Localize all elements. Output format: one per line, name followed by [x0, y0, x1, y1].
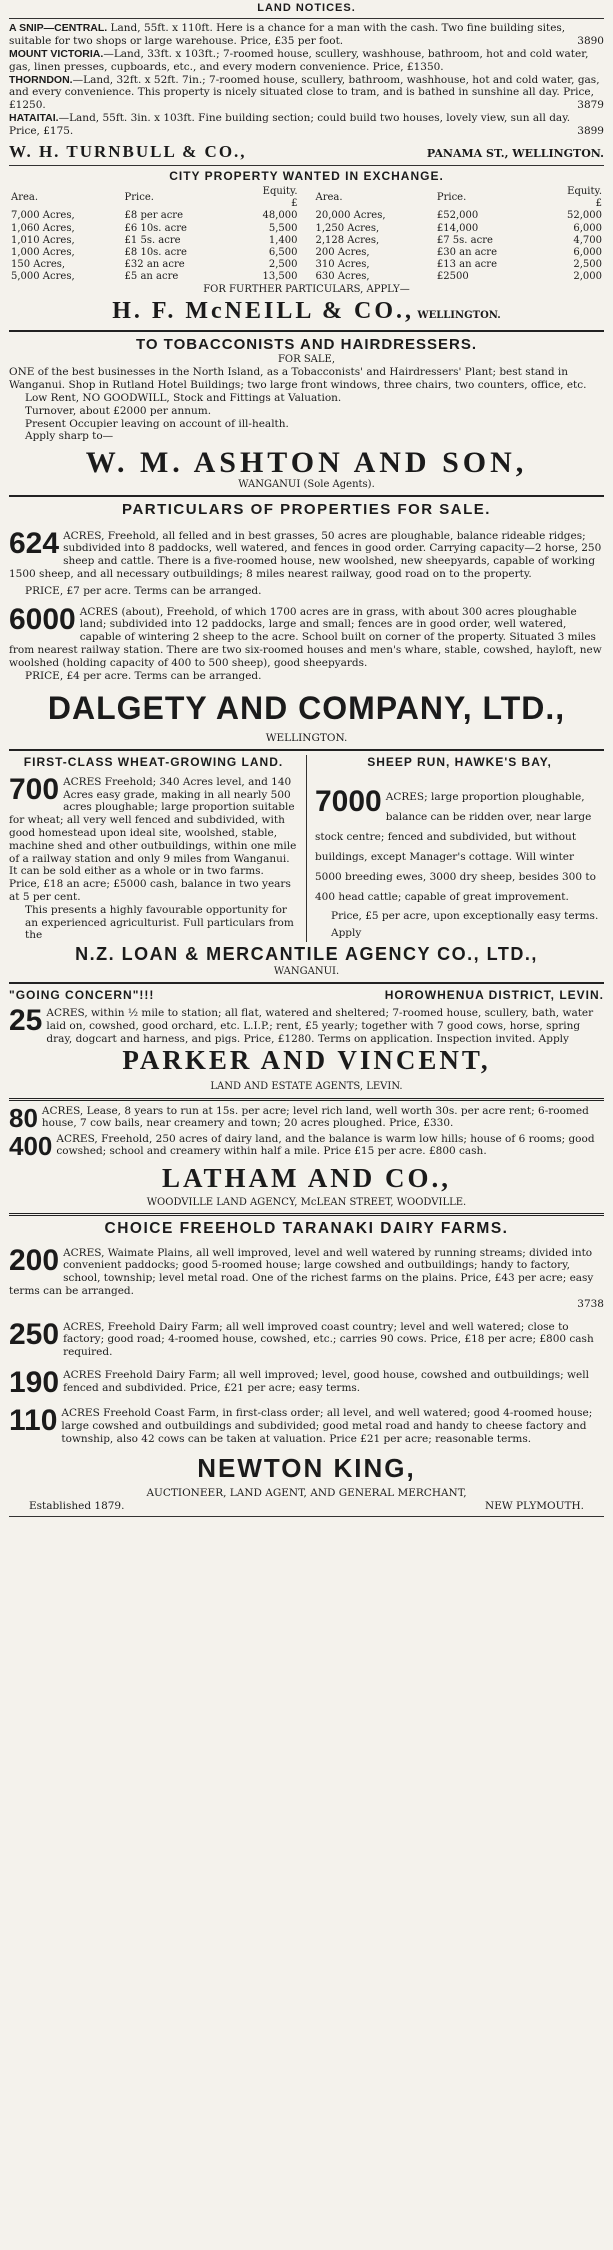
- tobacco-title: TO TOBACCONISTS AND HAIRDRESSERS.: [135, 335, 478, 353]
- taranaki-item: 110 ACRES Freehold Coast Farm, in first-class order; all level, and well watered; good 4-roomed house; large cowshed and outbuildings and subdivided; good metal road and handy to cheese factory and township, also 42 cows can be taken at valuation. Price £21 per acre; reasonable terms.: [9, 1404, 593, 1445]
- divider: [9, 749, 604, 751]
- taranaki-item: 200 ACRES, Waimate Plains, all well improved, level and well watered by running streams; divided into convenient paddocks; good 5-roomed house; large cowshed and outbuildings; handy to factory, school, township; level metal road. One of the richest farms on the plains. Price, £43 per acre; easy terms can be arranged. 3738: [9, 1243, 604, 1310]
- turnbull-footer: [9, 142, 604, 163]
- divider: [9, 495, 604, 497]
- particulars-item: 6000 ACRES (about), Freehold, of which 1700 acres are in grass, with about 300 acres ploughable land; subdivided into 12 paddocks, large and small; fences are in good order, well watered, capable of wintering 2 sheep to the acre. School built on corner of the property. Situated 3 miles from nearest railway station. There are two six-roomed houses and men's whare, stable, cowshed, hayloft, new woolshed (holding capacity of 400 to 500 sheep), good sheepyards. PRICE, £4 per acre. Terms can be arranged.: [9, 602, 602, 682]
- divider: [9, 330, 604, 332]
- divider: [9, 1213, 604, 1216]
- land-notices-page: [9, 0, 604, 1517]
- exchange-table-right: Area. Price. Equity. £ 20,000 Acres, £52,000 52,000 1,250 Acres, £14,000 6,000 2,128 Acres, £7 5s. acre 4,700 200 Acres, £30 an acre 6,000 310 Acres, £13 an acre 2,500 630 Acres, £2500 2,000: [315, 185, 602, 283]
- exchange-right: [314, 186, 605, 284]
- taranaki-title: CHOICE FREEHOLD TARANAKI DAIRY FARMS.: [104, 1219, 509, 1237]
- for-sale: FOR SALE,: [277, 354, 336, 366]
- divider: [9, 1098, 604, 1101]
- turnbull-notices: [9, 22, 604, 137]
- divider: [9, 982, 604, 984]
- table-row: 5,000 Acres, £5 an acre 13,500: [11, 271, 298, 283]
- exchange-left: [9, 186, 300, 284]
- table-row: 1,010 Acres, £1 5s. acre 1,400: [11, 234, 298, 246]
- page-title: LAND NOTICES.: [257, 2, 356, 14]
- table-row: 2,128 Acres, £7 5s. acre 4,700: [315, 234, 602, 246]
- agent-address: PANAMA ST., WELLINGTON.: [426, 146, 604, 160]
- woodville-item: 400 ACRES, Freehold, 250 acres of dairy land, and the balance is warm low hills; house of 6 rooms; good cowshed; school and creamery within half a mile. Price £15 per acre. £800 cash.: [9, 1130, 595, 1161]
- further-particulars: FOR FURTHER PARTICULARS, APPLY—: [203, 284, 410, 296]
- table-row: 630 Acres, £2500 2,000: [315, 271, 602, 283]
- agent-name: W. H. TURNBULL & CO.,: [9, 141, 247, 161]
- latham-footer: LATHAM AND CO., WOODVILLE LAND AGENCY, McLEAN STREET, WOODVILLE.: [146, 1162, 467, 1208]
- divider: [9, 18, 604, 19]
- table-row: 150 Acres, £32 an acre 2,500: [11, 259, 298, 271]
- levin-item: 25 ACRES, within ½ mile to station; all flat, watered and sheltered; 7-roomed house, scullery, bath, water laid on, cowshed, good orchard, etc. L.I.P.; rent, £5 yearly; together with 7 good cows, horse, spring dray, dogcart and harness, and pigs. Price, £1280. Terms on application. Inspection invited. Apply: [9, 1003, 594, 1045]
- parker-footer: PARKER AND VINCENT, LAND AND ESTATE AGENTS, LEVIN.: [122, 1045, 491, 1093]
- sheep-column: SHEEP RUN, HAWKE'S BAY, 7000 ACRES; large proportion ploughable, balance can be ridden over, near large stock centre; fenced and subdivided, but without buildings, except Manager's cottage. Will winter 5000 breeding ewes, 3000 dry sheep, besides 300 to 400 head cattle; capable of great improvement. Price, £5 per acre, upon exceptionally easy terms. Apply: [306, 755, 604, 942]
- table-row: 200 Acres, £30 an acre 6,000: [315, 246, 602, 258]
- tobacco-body: ONE of the best businesses in the North Island, as a Tobacconists' and Hairdressers' Plant; best stand in Wanganui. Shop in Rutland Hotel Buildings; two large front windows, three chairs, two counters, office, etc. Low Rent, NO GOODWILL, Stock and Fittings at Valuation. Turnover, about £2000 per annum. Present Occupier leaving on account of ill-health. Apply sharp to—: [9, 366, 587, 443]
- nz-loan-footer: N.Z. LOAN & MERCANTILE AGENCY CO., LTD., WANGANUI.: [75, 944, 538, 978]
- newton-king-est: Established 1879. NEW PLYMOUTH.: [29, 1500, 584, 1513]
- particulars-title: PARTICULARS OF PROPERTIES FOR SALE.: [122, 501, 491, 519]
- notice: THORNDON.—Land, 32ft. x 52ft. 7in.; 7-roomed house, scullery, bathroom, washhouse, hot and cold water, gas, and every convenience. This property is nicely situated close to tram, and is bathed in sunshine all day. Price, £1250. 3879: [9, 73, 604, 112]
- exchange-table-left: Area. Price. Equity. £ 7,000 Acres, £8 per acre 48,000 1,060 Acres, £6 10s. acre 5,500 1,010 Acres, £1 5s. acre 1,400 1,000 Acres, £8 10s. acre 6,500 150 Acres, £32 an acre 2,500 5,000 Acres, £5 an acre 13,500: [11, 185, 298, 283]
- divider: [9, 165, 604, 166]
- notice: A SNIP—CENTRAL. Land, 55ft. x 110ft. Here is a chance for a man with the cash. Two fine building sites, suitable for two shops or large warehouse. Price, £35 per foot. 3890: [9, 22, 604, 48]
- table-row: 7,000 Acres, £8 per acre 48,000: [11, 210, 298, 222]
- particulars-item: 624 ACRES, Freehold, all felled and in best grasses, 50 acres are ploughable, balance rideable ridges; subdivided into 8 paddocks, well watered, and fences in good order. Carrying capacity—2 horse, 250 sheep and cattle. There is a five-roomed house, new woolshed, new sheepyards, capable of working 1500 sheep, and all necessary outbuildings; 8 miles nearest railway, good road on to the property. PRICE, £7 per acre. Terms can be arranged.: [9, 526, 602, 597]
- notice: HATAITAI.—Land, 55ft. 3in. x 103ft. Fine building section; could build two houses, lovely view, sun all day. Price, £175. 3899: [9, 111, 604, 137]
- wheat-column: FIRST-CLASS WHEAT-GROWING LAND. 700 ACRES Freehold; 340 Acres level, and 140 Acres easy grade, making in all nearly 500 acres ploughable; large proportion suitable for wheat; all very well fenced and subdivided, with good homestead upon ideal site, woolshed, stable, machine shed and other outbuildings, within one mile of a railway station and only 9 miles from Wanganui. It can be sold either as a whole or in two farms. Price, £18 an acre; £5000 cash, balance in two years at 5 per cent. This presents a highly favourable opportunity for an experienced agriculturist. Full particulars from the: [9, 755, 297, 942]
- exchange-tables: [9, 186, 604, 284]
- table-row: 20,000 Acres, £52,000 52,000: [315, 210, 602, 222]
- ashton-footer: W. M. ASHTON AND SON, WANGANUI (Sole Agents).: [85, 446, 528, 491]
- woodville-item: 80 ACRES, Lease, 8 years to run at 15s. per acre; level rich land, well worth 30s. per acre rent; 6-roomed house, 7 cow bails, near creamery and town; 20 acres ploughed. Price, £330.: [9, 1102, 589, 1133]
- exchange-title: CITY PROPERTY WANTED IN EXCHANGE.: [169, 169, 444, 184]
- divider: [9, 1516, 604, 1517]
- dalgety-footer: DALGETY AND COMPANY, LTD., WELLINGTON.: [47, 690, 566, 745]
- taranaki-item: 190 ACRES Freehold Dairy Farm; all well improved; level, good house, cowshed and outbuildings; well fenced and subdivided. Price, £21 per acre; easy terms.: [9, 1366, 589, 1399]
- newton-king-footer: NEWTON KING, AUCTIONEER, LAND AGENT, AND GENERAL MERCHANT,: [146, 1453, 467, 1500]
- taranaki-item: 250 ACRES, Freehold Dairy Farm; all well improved coast country; level and well watered; close to factory; good road; 4-roomed house, cowshed, etc.; carries 90 cows. Price, £18 per acre; £800 cash required.: [9, 1317, 594, 1359]
- table-row: 1,060 Acres, £6 10s. acre 5,500: [11, 222, 298, 234]
- table-row: 1,000 Acres, £8 10s. acre 6,500: [11, 246, 298, 258]
- notice: MOUNT VICTORIA.—Land, 33ft. x 103ft.; 7-roomed house, scullery, washhouse, bathroom, hot and cold water, gas, linen presses, cupboards, etc., and every modern convenience. Price, £1350.: [9, 48, 589, 73]
- table-row: 310 Acres, £13 an acre 2,500: [315, 259, 602, 271]
- table-row: 1,250 Acres, £14,000 6,000: [315, 222, 602, 234]
- wheat-sheep-columns: [9, 755, 604, 942]
- levin-header: "GOING CONCERN"!!! HOROWHENUA DISTRICT, LEVIN.: [9, 988, 604, 1003]
- mcneill-footer: H. F. McNEILL & CO., WELLINGTON.: [112, 297, 501, 324]
